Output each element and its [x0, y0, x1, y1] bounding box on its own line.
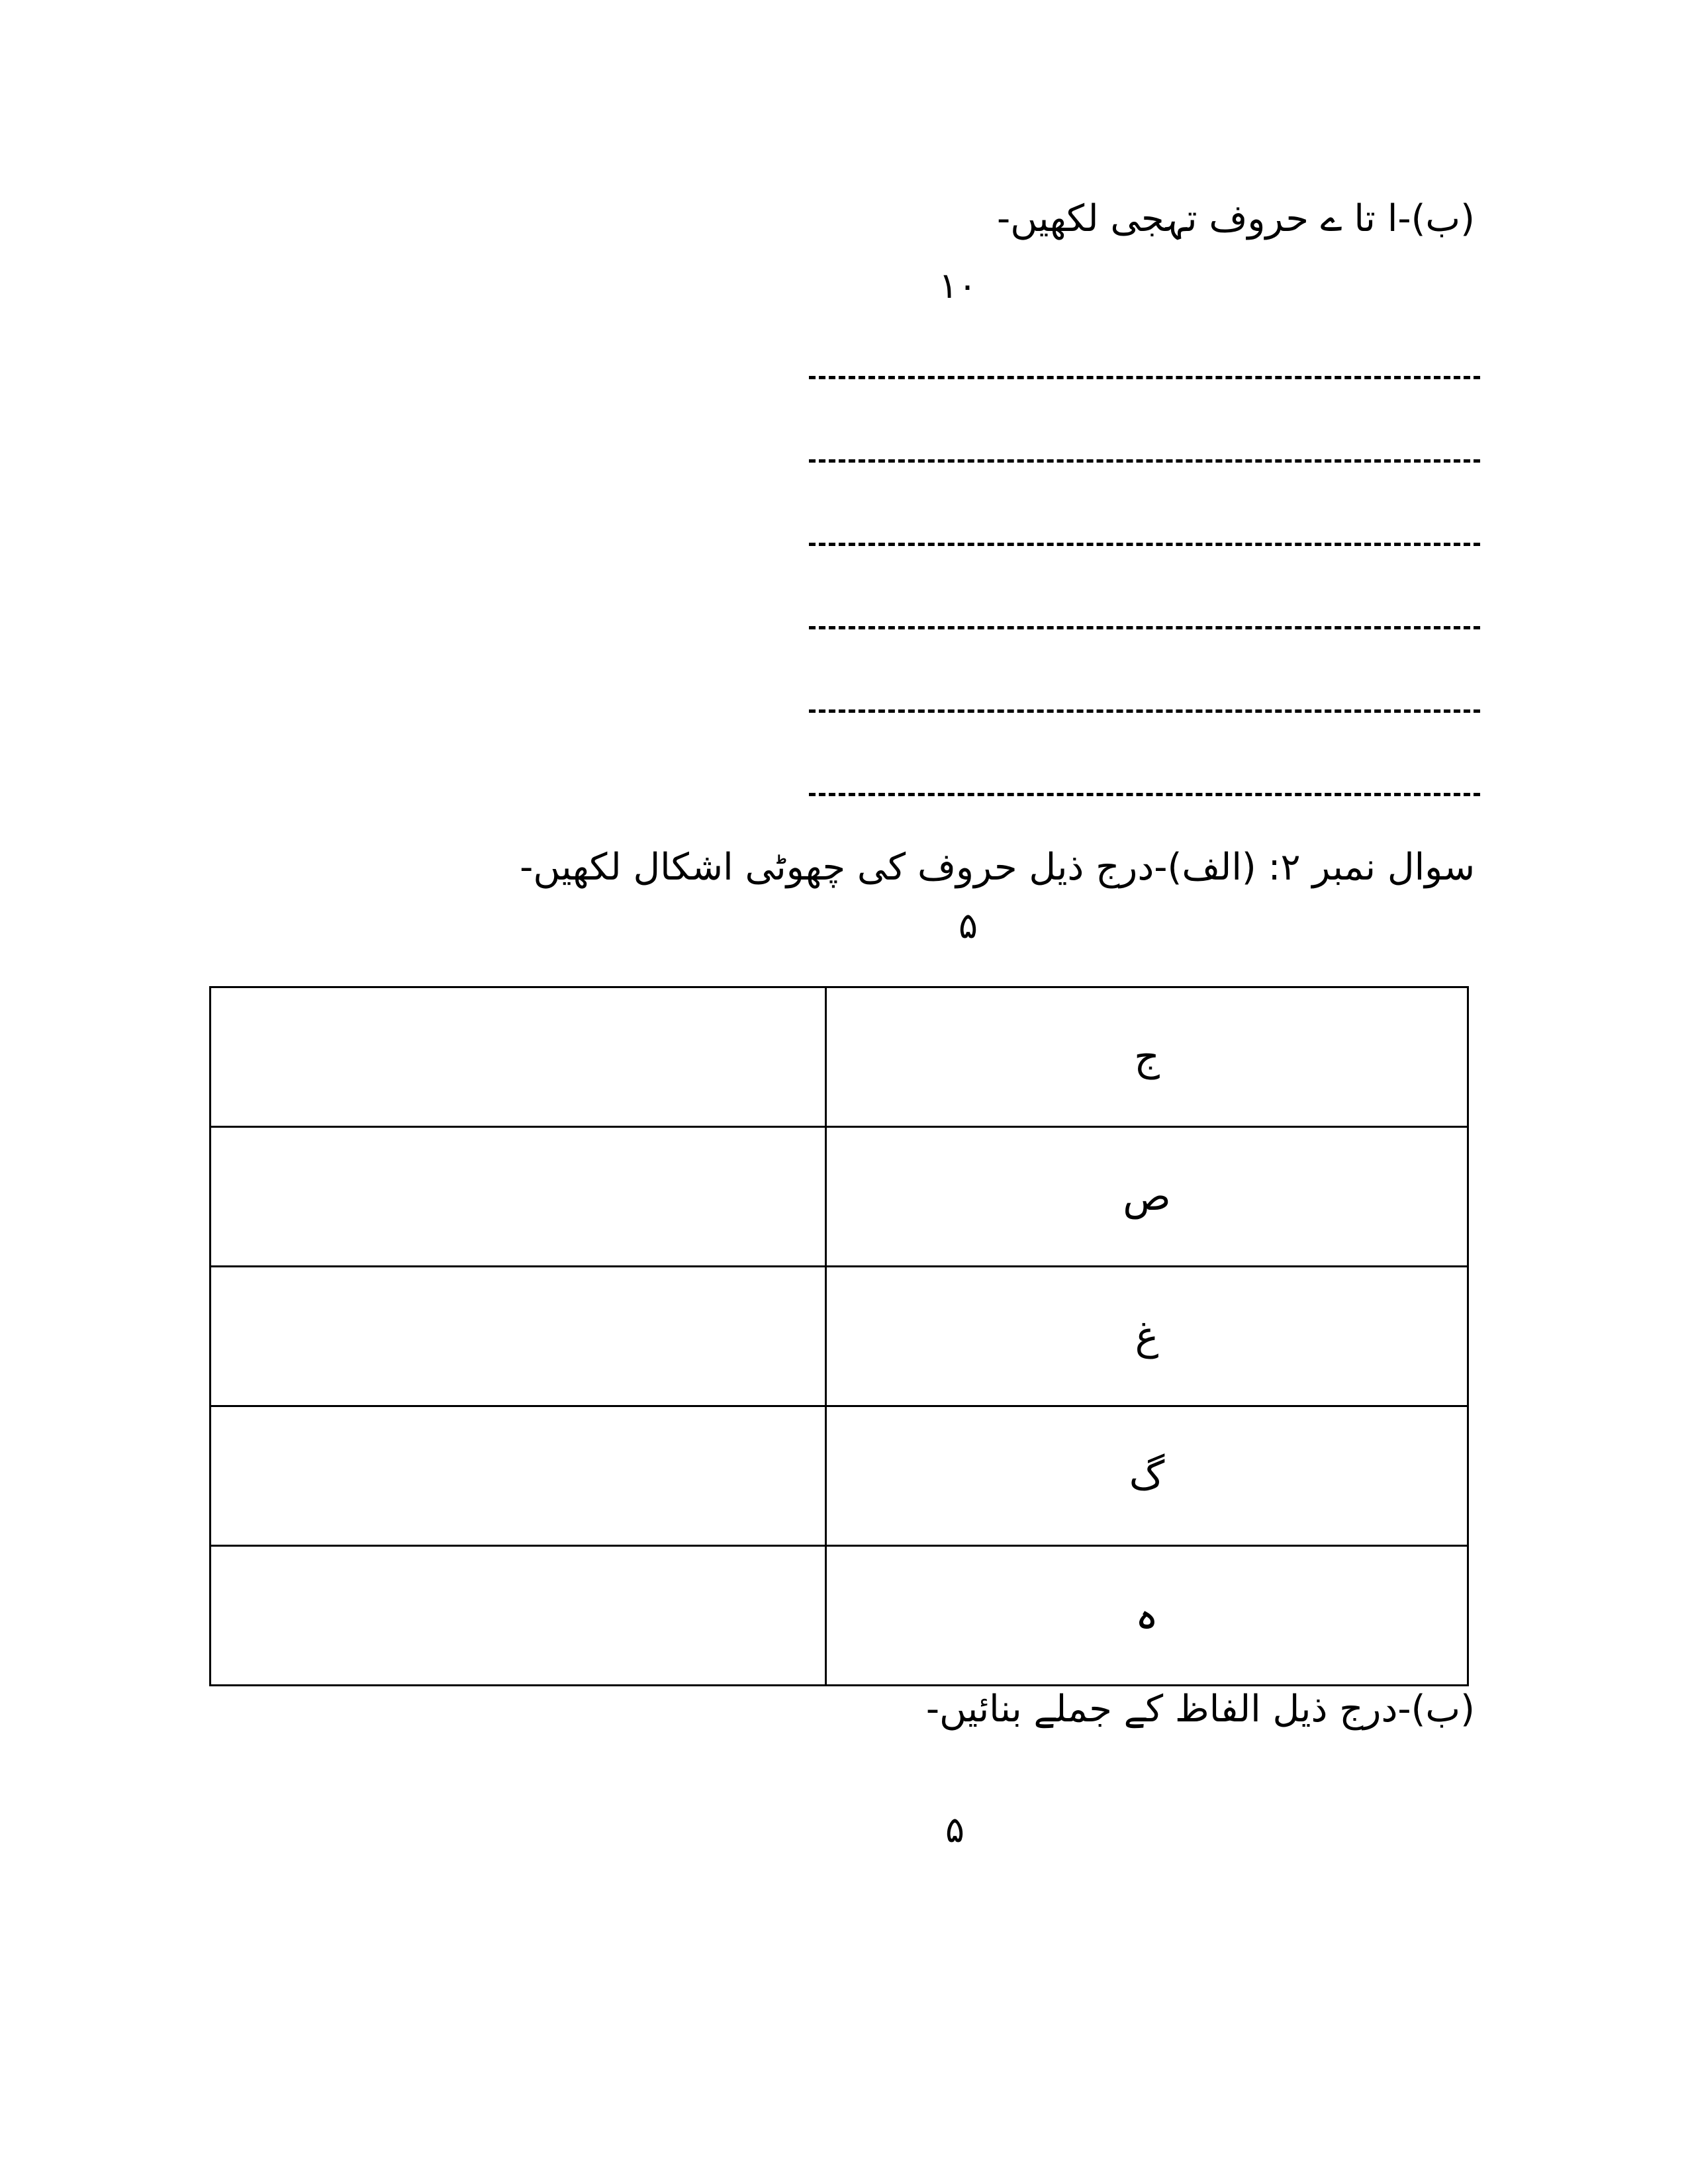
answer-cell[interactable]	[211, 1406, 826, 1546]
letters-table	[209, 986, 1469, 1686]
question1-part-b-heading: (ب)-ا تا ے حروف تہجی لکھیں-	[996, 197, 1475, 240]
letter-cell	[826, 1546, 1468, 1686]
question2-marks: ۵	[959, 905, 978, 946]
answer-line-1[interactable]	[809, 376, 1480, 379]
question1-part-b-marks: ۱۰	[939, 265, 978, 306]
letter-suad: ص	[1123, 1173, 1171, 1220]
letter-cell	[826, 1267, 1468, 1406]
table-row	[211, 1406, 1468, 1546]
letter-ghain: غ	[1135, 1313, 1159, 1359]
answer-line-5[interactable]	[809, 709, 1480, 713]
table-row	[211, 1267, 1468, 1406]
letter-cell	[826, 1127, 1468, 1267]
letter-cell	[826, 1406, 1468, 1546]
letter-cell	[826, 987, 1468, 1127]
table-row	[211, 1127, 1468, 1267]
letter-jeem: ج	[1134, 1034, 1160, 1080]
answer-cell[interactable]	[211, 1267, 826, 1406]
question2-part-b-marks: ۵	[945, 1809, 965, 1850]
answer-line-3[interactable]	[809, 543, 1480, 546]
table-row	[211, 1546, 1468, 1686]
answer-line-6[interactable]	[809, 793, 1480, 796]
answer-cell[interactable]	[211, 987, 826, 1127]
question2-part-b-heading: (ب)-درج ذیل الفاظ کے جملے بنائیں-	[925, 1688, 1475, 1731]
table-row	[211, 987, 1468, 1127]
answer-line-4[interactable]	[809, 626, 1480, 629]
answer-line-2[interactable]	[809, 459, 1480, 463]
letter-gaaf: گ	[1129, 1453, 1165, 1499]
answer-cell[interactable]	[211, 1546, 826, 1686]
question2-heading: سوال نمبر ۲: (الف)-درج ذیل حروف کی چھوٹی اشکال لکھیں-	[520, 846, 1475, 889]
answer-cell[interactable]	[211, 1127, 826, 1267]
letter-hay: ہ	[1135, 1592, 1159, 1639]
